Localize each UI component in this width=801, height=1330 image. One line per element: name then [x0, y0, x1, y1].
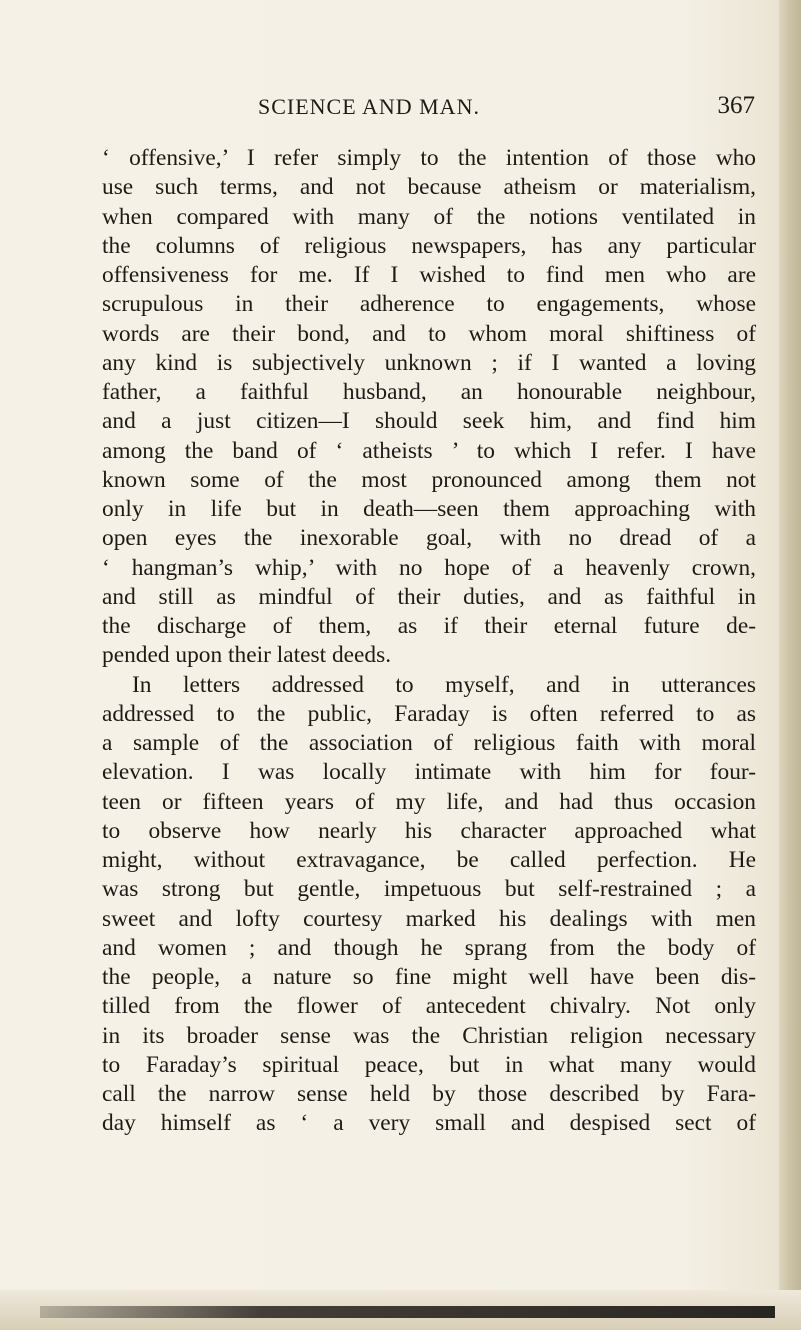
text-line: offensiveness for me. If I wished to find men who are [102, 262, 756, 288]
text-line: any kind is subjectively unknown ; if I wanted a loving [102, 349, 756, 376]
text-line: and women ; and though he sprang from the body of [102, 934, 756, 961]
text-line: was strong but gentle, impetuous but self-restrained ; a [102, 876, 756, 903]
page-gutter [779, 0, 801, 1330]
text-line: elevation. I was locally intimate with him for four- [102, 759, 756, 786]
text-line: father, a faithful husband, an honourable neighbour, [102, 379, 756, 405]
text-line: the discharge of them, as if their eternal future de- [102, 613, 756, 639]
text-line: day himself as ‘ a very small and despised sect of [102, 1110, 756, 1137]
paragraph-end-line: pended upon their latest deeds. [102, 642, 392, 669]
text-line: ‘ offensive,’ I refer simply to the intention of those who [102, 145, 756, 171]
text-line: known some of the most pronounced among them not [102, 466, 756, 493]
text-line: open eyes the inexorable goal, with no dread of a [102, 525, 756, 552]
text-line: call the narrow sense held by those described by Fara- [102, 1081, 756, 1107]
text-line: in its broader sense was the Christian religion necessary [102, 1022, 756, 1049]
text-line: might, without extravagance, be called perfection. He [102, 847, 756, 873]
text-line: teen or fifteen years of my life, and had thus occasion [102, 788, 756, 815]
text-line: tilled from the flower of antecedent chivalry. Not only [102, 993, 756, 1020]
running-head [100, 94, 755, 122]
text-line: sweet and lofty courtesy marked his dealings with men [102, 905, 756, 932]
text-line: to observe how nearly his character approached what [102, 817, 756, 844]
text-line: when compared with many of the notions ventilated in [102, 203, 756, 230]
text-line: use such terms, and not because atheism or materialism, [102, 174, 756, 201]
text-line: the people, a nature so fine might well have been dis- [102, 964, 756, 990]
running-head-title: SCIENCE AND MAN. [258, 94, 480, 119]
scan-shadow-bar [40, 1306, 775, 1318]
paragraph-start-line: In letters addressed to myself, and in utterances [132, 671, 756, 698]
text-line: only in life but in death—seen them approaching with [102, 496, 756, 522]
text-line: the columns of religious newspapers, has any particular [102, 232, 756, 259]
text-line: scrupulous in their adherence to engagements, whose [102, 291, 756, 318]
text-line: to Faraday’s spiritual peace, but in what many would [102, 1051, 756, 1078]
text-line: among the band of ‘ atheists ’ to which I refer. I have [102, 437, 756, 464]
text-line: and still as mindful of their duties, and as faithful in [102, 583, 756, 610]
text-line: ‘ hangman’s whip,’ with no hope of a heavenly crown, [102, 554, 756, 581]
text-line: and a just citizen—I should seek him, and find him [102, 408, 756, 435]
text-line: addressed to the public, Faraday is often referred to as [102, 700, 756, 727]
page-bottom-edge [0, 1290, 801, 1330]
text-line: a sample of the association of religious faith with moral [102, 730, 756, 756]
page-number: 367 [717, 92, 755, 119]
text-line: words are their bond, and to whom moral shiftiness of [102, 320, 756, 347]
body-text [102, 144, 756, 1139]
